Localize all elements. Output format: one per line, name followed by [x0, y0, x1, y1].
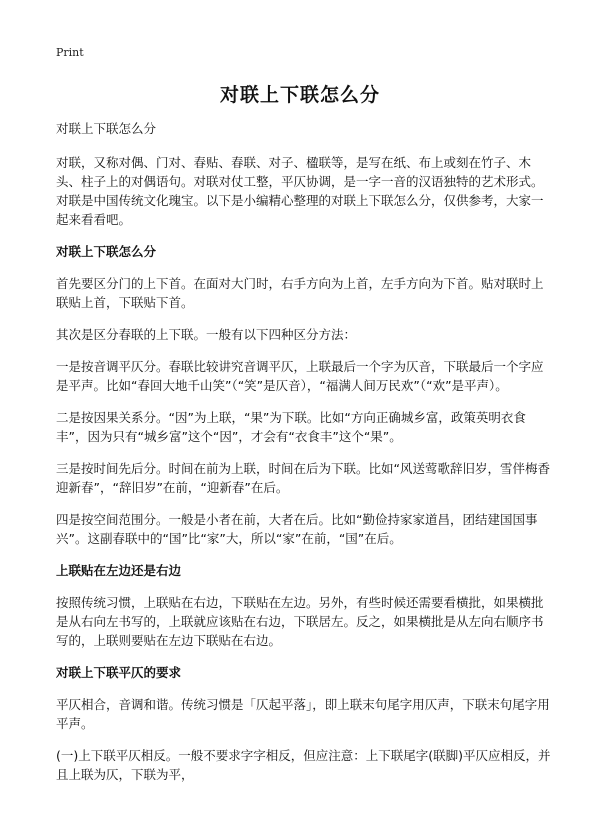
section-heading-how-to-distinguish: 对联上下联怎么分 — [56, 244, 157, 259]
page-title: 对联上下联怎么分 — [219, 84, 380, 106]
paragraph-door-sides: 首先要区分门的上下首。在面对大门时，右手方向为上首，左手方向为下首。贴对联时上联贴上首，下联贴下首。 — [56, 276, 544, 310]
section-heading-left-or-right: 上联贴在左边还是右边 — [56, 563, 182, 578]
paragraph-method-cause-effect: 二是按因果关系分。“因”为上联，“果”为下联。比如“方向正确城乡富，政策英明衣食丰”，因为只有“城乡富”这个“因”，才会有“衣食丰”这个“果”。 — [56, 410, 526, 444]
section-heading-tone-requirements: 对联上下联平仄的要求 — [56, 665, 182, 680]
paragraph-method-tone: 一是按音调平仄分。春联比较讲究音调平仄，上联最后一个字为仄音，下联最后一个字应是平声。比如“春回大地千山笑”（“笑”是仄音），“福满人间万民欢”（“欢”是平声）。 — [56, 359, 544, 393]
paragraph-tone-harmony: 平仄相合，音调和谐。传统习惯是「仄起平落」，即上联末句尾字用仄声，下联末句尾字用平声。 — [56, 697, 550, 731]
paragraph-method-space: 四是按空间范围分。一般是小者在前，大者在后。比如“勤俭持家家道昌，团结建国国事兴”。这副春联中的“国”比“家”大，所以“家”在前，“国”在后。 — [56, 512, 538, 546]
document-body — [56, 119, 554, 797]
document-subtitle: 对联上下联怎么分 — [56, 121, 157, 136]
intro-paragraph: 对联，又称对偶、门对、春贴、春联、对子、楹联等，是写在纸、布上或刻在竹子、木头、柱子上的对偶语句。对联对仗工整，平仄协调，是一字一音的汉语独特的艺术形式。对联是中国传统文化瑰宝。以下是小编精心整理的对联上下联怎么分，仅供参考，大家一起来看看吧。 — [56, 155, 544, 227]
paragraph-placement: 按照传统习惯，上联贴在右边，下联贴在左边。另外，有些时候还需要看横批，如果横批是从右向左书写的，上联就应该贴在右边，下联居左。反之，如果横批是从左向右顺序书写的，上联则要贴在左边下联贴在右边。 — [56, 595, 544, 648]
print-label[interactable]: Print — [56, 46, 84, 59]
paragraph-tone-rule-one: (一)上下联平仄相反。一般不要求字字相反，但应注意：上下联尾字(联脚)平仄应相反，并且上联为仄，下联为平， — [56, 748, 551, 782]
paragraph-method-time: 三是按时间先后分。时间在前为上联，时间在后为下联。比如“风送莺歌辞旧岁，雪伴梅香迎新春”，“辞旧岁”在前，“迎新春”在后。 — [56, 461, 550, 495]
paragraph-four-methods-intro: 其次是区分春联的上下联。一般有以下四种区分方法： — [56, 327, 357, 342]
